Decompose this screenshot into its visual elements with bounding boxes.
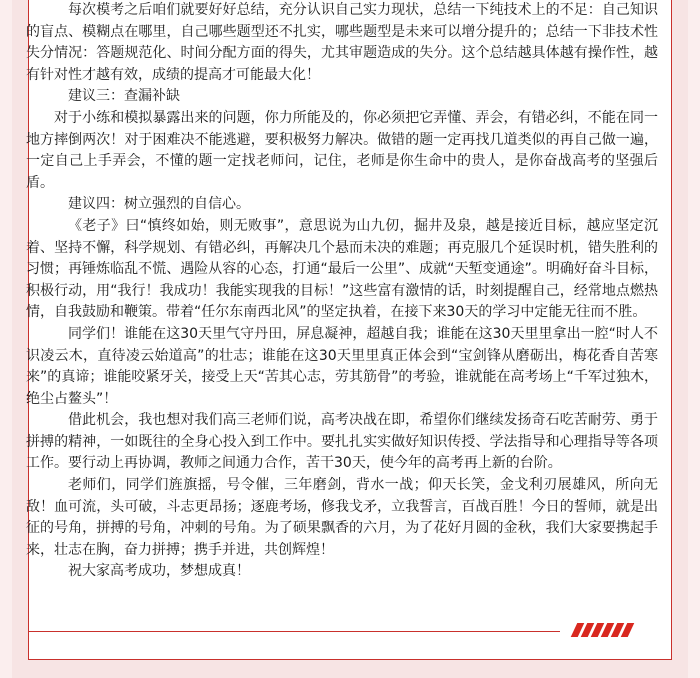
paragraph-summary: 每次模考之后咱们就要好好总结，充分认识自己实力现状，总结一下纯技术上的不足：自己知识的盲点、模糊点在哪里，自己哪些题型还不扎实，哪些题型是未来可以增分提升的；总结一下非技术性失分情况：答题规范化、时间分配方面的得失，尤其审题造成的失分。这个总结越具体越有操作性，越有针对性才越有效，成绩的提高才可能最大化！ <box>26 2 658 83</box>
heading-suggestion-three: 建议三：查漏补缺 <box>68 88 180 105</box>
heading-suggestion-four: 建议四：树立强烈的自信心。 <box>68 196 250 213</box>
paragraph-laozi: 《老子》曰“慎终如始，则无败事”，意思说为山九仞，掘井及泉，越是接近目标，越应坚定沉着、坚持不懈，科学规划、有错必纠，再解决几个悬而未决的难题；再克服几个延误时机，错失胜利的习惯；再锤炼临乱不慌、遇险从容的心态，打通“最后一公里”、成就“天堑变通途”。明确好奋斗目标，积极行动，用“我行！我成功！我能实现我的目标！”这些富有激情的话，时刻提醒自己，经常地点燃热情，自我鼓励和鞭策。带着“任尔东南西北风”的坚定执着，在接下来30天的学习中定能无往而不胜。 <box>26 217 658 321</box>
paragraph-teachers: 借此机会，我也想对我们高三老师们说，高考决战在即，希望你们继续发扬奇石吃苦耐劳、勇于拼搏的精神，一如既往的全身心投入到工作中。要扎扎实实做好知识传授、学法指导和心理指导等各项工作。要行动上再协调，教师之间通力合作，苦干30天，使今年的高考再上新的台阶。 <box>26 412 658 472</box>
paragraph-oath: 老师们，同学们旌旗摇，号令催，三年磨剑，背水一战；仰天长笑，金戈利刃展雄风，所向无敌！血可流，头可破，斗志更昂扬；逐鹿考场，修我戈矛，立我誓言，百战百胜！今日的誓师，就是出征的号角，拼搏的号角，冲刺的号角。为了硕果飘香的六月，为了花好月圆的金秋，我们大家要携起手来，壮志在胸，奋力拼搏；携手并进，共创辉煌！ <box>26 477 658 558</box>
article-body <box>26 0 658 583</box>
footer-divider <box>28 631 560 632</box>
paragraph-fix-gaps: 对于小练和模拟暴露出来的问题，你力所能及的，你必须把它弄懂、弄会，有错必纠，不能在同一地方摔倒两次！对于困难决不能逃避，要积极努力解决。做错的题一定再找几道类似的再自己做一遍，一定自己上手弄会，不懂的题一定找老师问，记住，老师是你生命中的贵人，是你奋战高考的坚强后盾。 <box>26 109 658 191</box>
decorative-stripes <box>574 623 646 637</box>
paragraph-closing: 祝大家高考成功，梦想成真！ <box>68 563 250 580</box>
paragraph-students: 同学们！谁能在这30天里气守丹田，屏息凝神，超越自我；谁能在这30天里里拿出一腔“时人不识凌云木，直待凌云始道高”的壮志；谁能在这30天里里真正体会到“宝剑锋从磨砺出，梅花香自苦寒来”的真谛；谁能咬紧牙关，接受上天“苦其心志，劳其筋骨”的考验，谁就能在高考场上“千军过独木，绝尘占鳌头”！ <box>26 325 658 407</box>
